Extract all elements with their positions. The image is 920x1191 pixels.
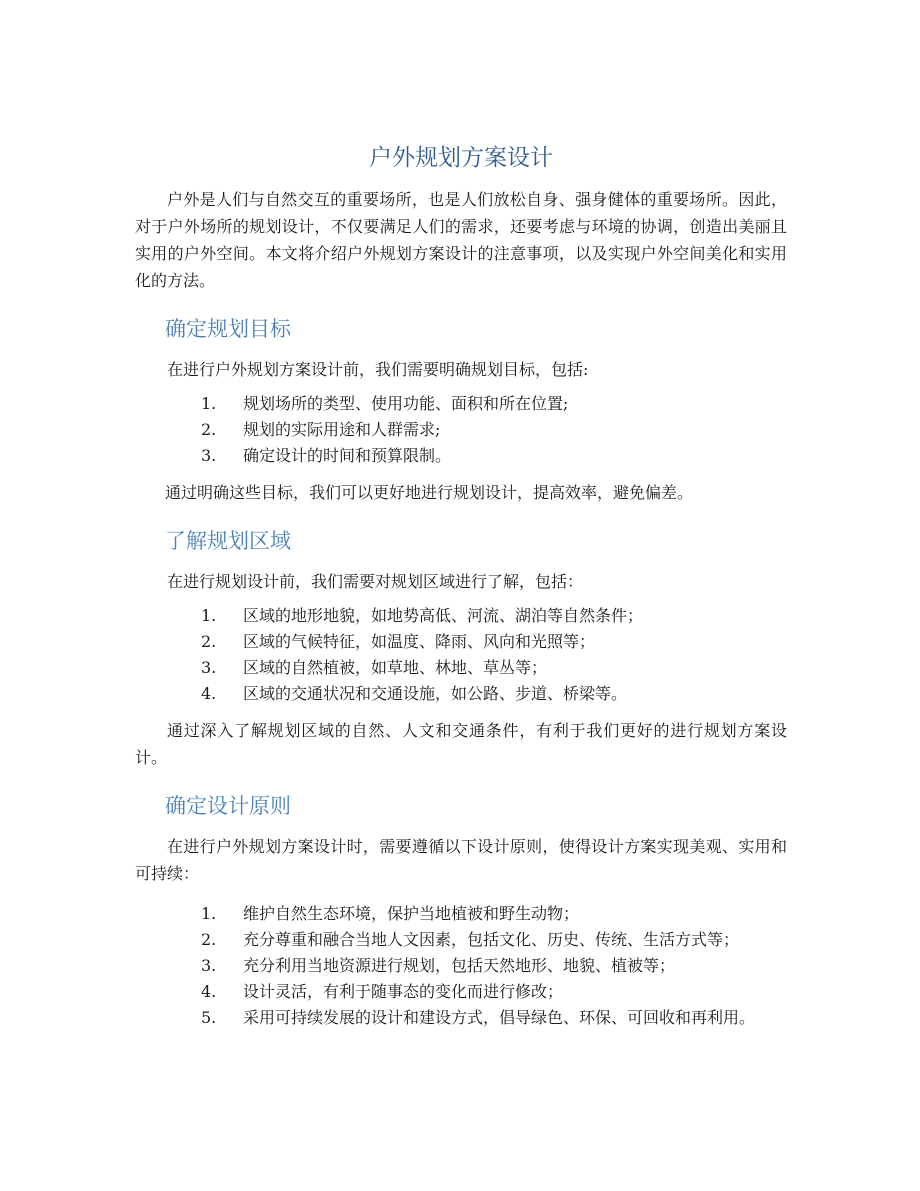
list-item-text: 规划场所的类型、使用功能、面积和所在位置; — [243, 394, 569, 413]
list-item — [135, 979, 787, 1005]
list-number: 5. — [201, 1008, 217, 1027]
list-item — [135, 391, 787, 417]
list-number: 1. — [201, 904, 217, 923]
list-item — [135, 681, 787, 707]
section-heading-goals: 确定规划目标 — [165, 317, 291, 341]
list-item-text: 区域的地形地貌，如地势高低、河流、湖泊等自然条件； — [243, 606, 644, 625]
list-number: 2. — [201, 632, 217, 651]
list-number: 3. — [201, 658, 217, 677]
list-item — [135, 417, 787, 443]
list-number: 4. — [201, 982, 217, 1001]
list-item-text: 确定设计的时间和预算限制。 — [243, 446, 452, 465]
intro-paragraph: 户外是人们与自然交互的重要场所，也是人们放松自身、强身健体的重要场所。因此，对于户外场所的规划设计，不仅要满足人们的需求，还要考虑与环境的协调，创造出美丽且实用的户外空间。本文将介绍户外规划方案设计的注意事项，以及实现户外空间美化和实用化的方法。 — [135, 190, 787, 290]
list-item — [135, 901, 787, 927]
list-item — [135, 953, 787, 979]
list-item-text: 区域的气候特征，如温度、降雨、风向和光照等； — [243, 632, 596, 651]
numbered-list — [135, 603, 787, 707]
list-item-text: 设计灵活，有利于随事态的变化而进行修改； — [243, 982, 564, 1001]
list-item — [135, 927, 787, 953]
list-number: 3. — [201, 956, 217, 975]
list-item — [135, 655, 787, 681]
numbered-list — [135, 391, 787, 469]
section-lead: 在进行规划设计前，我们需要对规划区域进行了解，包括： — [167, 572, 584, 591]
list-item — [135, 1005, 787, 1031]
list-number: 1. — [201, 606, 217, 625]
list-item-text: 充分利用当地资源进行规划，包括天然地形、地貌、植被等； — [243, 956, 676, 975]
section-lead: 在进行户外规划方案设计前，我们需要明确规划目标，包括: — [167, 360, 589, 379]
list-item-text: 区域的自然植被，如草地、林地、草丛等； — [243, 658, 548, 677]
section-outro: 通过深入了解规划区域的自然、人文和交通条件，有利于我们更好的进行规划方案设计。 — [135, 721, 787, 767]
list-item — [135, 629, 787, 655]
list-number: 2. — [201, 930, 217, 949]
list-item-text: 区域的交通状况和交通设施，如公路、步道、桥梁等。 — [243, 684, 628, 703]
list-item-text: 充分尊重和融合当地人文因素，包括文化、历史、传统、生活方式等； — [243, 930, 740, 949]
list-number: 4. — [201, 684, 217, 703]
list-item-text: 规划的实际用途和人群需求; — [243, 420, 441, 439]
section-heading-area: 了解规划区域 — [165, 529, 291, 553]
numbered-list — [135, 901, 787, 1031]
section-principles — [135, 791, 787, 1031]
document-title: 户外规划方案设计 — [369, 145, 553, 171]
list-item-text: 维护自然生态环境，保护当地植被和野生动物； — [243, 904, 580, 923]
section-lead: 在进行户外规划方案设计时，需要遵循以下设计原则，使得设计方案实现美观、实用和可持续： — [135, 837, 787, 883]
list-number: 3. — [201, 446, 217, 465]
section-heading-principles: 确定设计原则 — [165, 794, 291, 818]
list-number: 2. — [201, 420, 217, 439]
list-item — [135, 603, 787, 629]
section-outro: 通过明确这些目标，我们可以更好地进行规划设计，提高效率，避免偏差。 — [165, 483, 694, 502]
list-number: 1. — [201, 394, 217, 413]
document-page — [135, 140, 787, 1041]
list-item-text: 采用可持续发展的设计和建设方式，倡导绿色、环保、可回收和再利用。 — [243, 1008, 756, 1027]
list-item — [135, 443, 787, 469]
